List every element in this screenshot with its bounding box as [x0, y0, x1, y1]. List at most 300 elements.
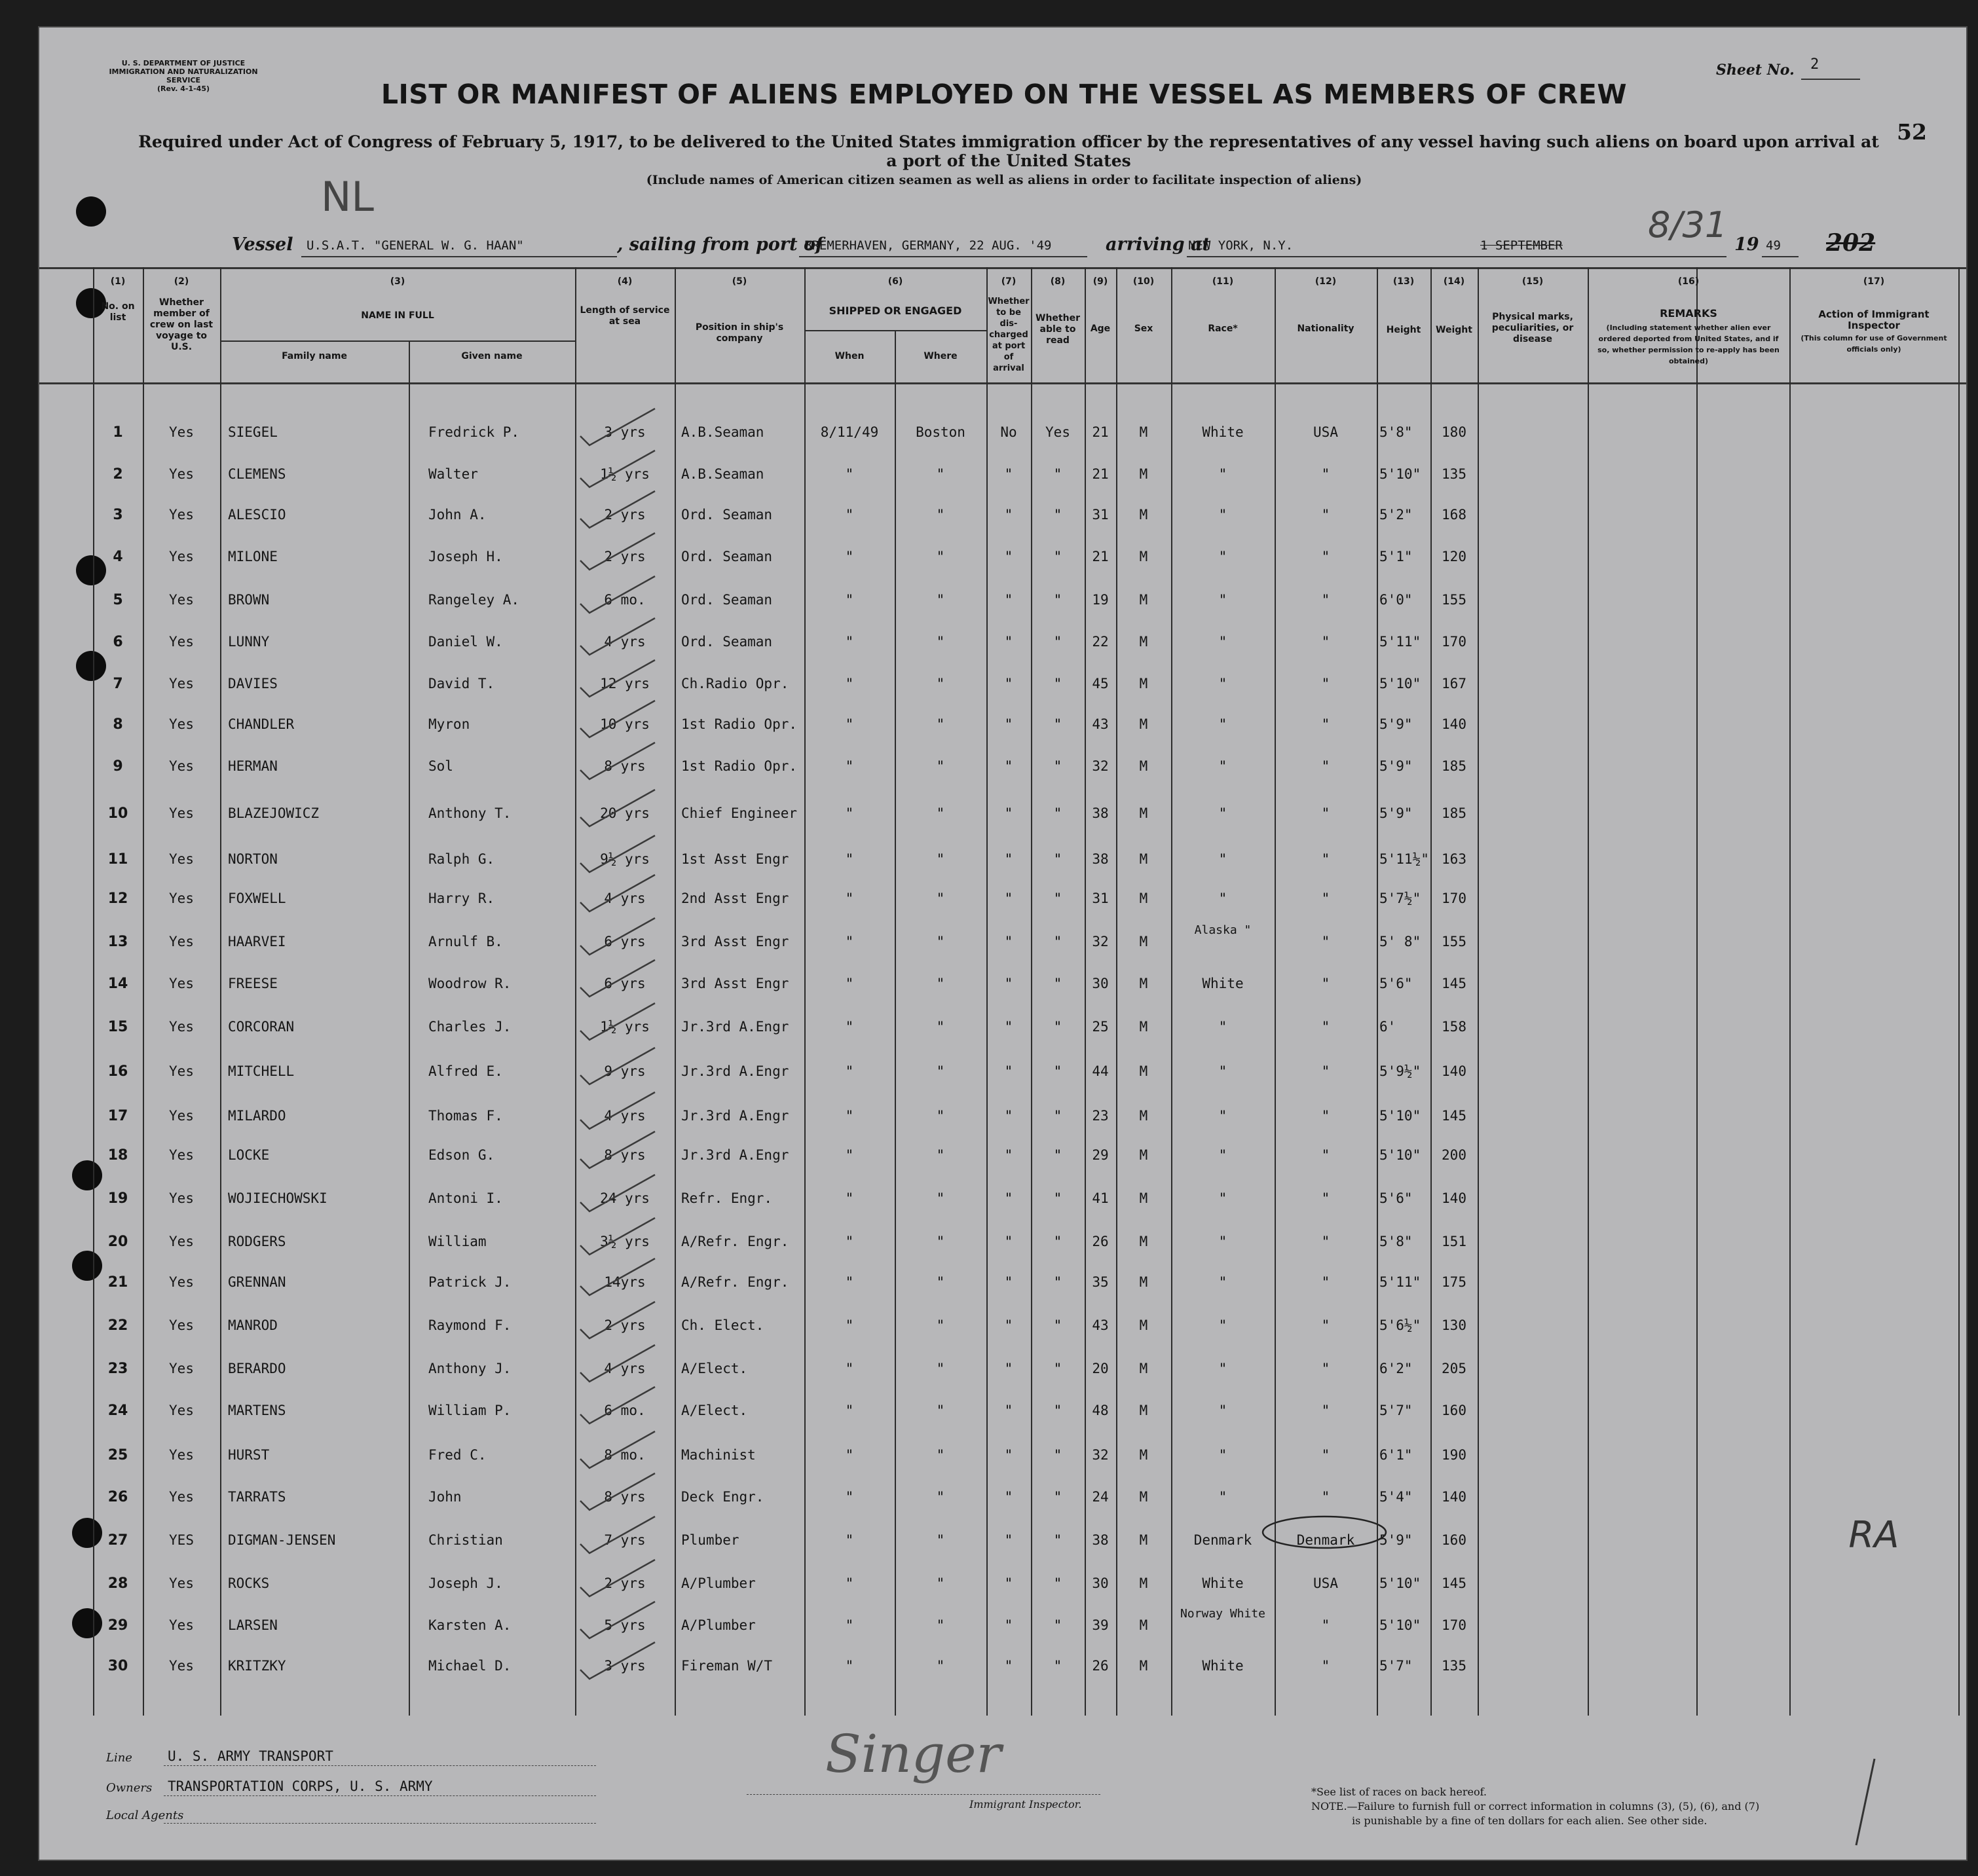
- cell-last: Yes: [169, 507, 194, 523]
- cell-read: ": [1053, 507, 1062, 523]
- cell-position: Refr. Engr.: [681, 1190, 773, 1206]
- cell-last: YES: [169, 1532, 194, 1548]
- cell-position: 1st Asst Engr: [681, 851, 789, 867]
- cell-race: ": [1218, 1447, 1227, 1463]
- cell-length: 20 yrs: [600, 805, 650, 821]
- cell-age: 39: [1092, 1617, 1109, 1633]
- cell-weight: 170: [1442, 891, 1466, 906]
- cell-when: ": [845, 805, 854, 821]
- cell-family: MILONE: [228, 549, 278, 564]
- cell-position: A/Elect.: [681, 1403, 748, 1418]
- cell-age: 38: [1092, 1532, 1109, 1548]
- cell-when: ": [845, 676, 854, 691]
- header-nationality: Nationality: [1297, 323, 1354, 334]
- cell-sex: M: [1139, 1403, 1148, 1418]
- cell-last: Yes: [169, 891, 194, 906]
- penalty-note-cont: is punishable by a fine of ten dollars for each alien. See other side.: [1352, 1814, 1707, 1827]
- cell-where: ": [936, 1532, 945, 1548]
- col-number-14: (14): [1443, 276, 1465, 287]
- cell-no: 28: [107, 1575, 128, 1592]
- cell-given: Karsten A.: [428, 1617, 512, 1633]
- check-mark-icon: [576, 1469, 662, 1515]
- cell-given: William P.: [428, 1403, 512, 1418]
- cell-where: ": [936, 1274, 945, 1290]
- cell-position: A/Refr. Engr.: [681, 1234, 789, 1249]
- cell-where: ": [936, 1403, 945, 1418]
- cell-race: ": [1218, 1403, 1227, 1418]
- cell-read: ": [1053, 1274, 1062, 1290]
- header-weight: Weight: [1436, 325, 1472, 335]
- cell-disch: ": [1004, 549, 1013, 564]
- cell-weight: 175: [1442, 1274, 1466, 1290]
- cell-disch: ": [1004, 634, 1013, 650]
- cell-given: Thomas F.: [428, 1108, 503, 1124]
- cell-when: ": [845, 1532, 854, 1548]
- header-race: Race*: [1208, 323, 1238, 334]
- check-mark-icon: [576, 614, 662, 660]
- table-row: [39, 1306, 1968, 1348]
- cell-no: 19: [107, 1190, 128, 1207]
- cell-nat: ": [1321, 1234, 1330, 1249]
- table-row: [39, 794, 1968, 836]
- cell-position: A/Plumber: [681, 1575, 756, 1591]
- cell-read: ": [1053, 1575, 1062, 1591]
- cell-position: Machinist: [681, 1447, 756, 1463]
- cell-nat: ": [1321, 1489, 1330, 1505]
- cell-nat: ": [1321, 716, 1330, 732]
- cell-weight: 168: [1442, 507, 1466, 523]
- cell-where: ": [936, 1575, 945, 1591]
- cell-race: ": [1218, 891, 1227, 906]
- cell-read: ": [1053, 1190, 1062, 1206]
- cell-no: 24: [107, 1403, 128, 1419]
- cell-length: 6 yrs: [604, 934, 646, 949]
- cell-last: Yes: [169, 466, 194, 482]
- year-prefix: 19: [1734, 234, 1759, 255]
- table-row: [39, 1514, 1968, 1562]
- cell-nat: ": [1321, 851, 1330, 867]
- col-number-11: (11): [1212, 276, 1234, 287]
- cell-given: Walter: [428, 466, 478, 482]
- cell-nat: ": [1321, 758, 1330, 774]
- cell-disch: ": [1004, 1190, 1013, 1206]
- cell-given: Anthony T.: [428, 805, 512, 821]
- header-subdivider: [220, 340, 575, 342]
- cell-position: Chief Engineer: [681, 805, 798, 821]
- cell-disch: ": [1004, 507, 1013, 523]
- cell-race: ": [1218, 1019, 1227, 1035]
- cell-when: ": [845, 1019, 854, 1035]
- line-value: U. S. ARMY TRANSPORT: [168, 1748, 333, 1764]
- cell-sex: M: [1139, 424, 1148, 440]
- cell-where: ": [936, 1617, 945, 1633]
- cell-where: Boston: [916, 424, 965, 440]
- cell-last: Yes: [169, 1063, 194, 1079]
- cell-where: ": [936, 634, 945, 650]
- cell-read: ": [1053, 1019, 1062, 1035]
- cell-nat: ": [1321, 891, 1330, 906]
- cell-height: 5'9½": [1379, 1063, 1421, 1079]
- cell-height: 5'2": [1379, 507, 1413, 523]
- cell-where: ": [936, 1108, 945, 1124]
- cell-disch: ": [1004, 716, 1013, 732]
- cell-disch: ": [1004, 1489, 1013, 1505]
- cell-no: 12: [107, 891, 128, 907]
- table-row: [39, 537, 1968, 579]
- cell-given: John: [428, 1489, 462, 1505]
- cell-sex: M: [1139, 1361, 1148, 1376]
- check-mark-icon: [576, 656, 662, 702]
- cell-length: 12 yrs: [600, 676, 650, 691]
- cell-where: ": [936, 1361, 945, 1376]
- cell-sex: M: [1139, 592, 1148, 608]
- header-shipped-or-engaged: SHIPPED OR ENGAGED: [829, 304, 962, 317]
- line-label: Line: [106, 1751, 132, 1765]
- crew-table: [39, 267, 1968, 1716]
- cell-height: 5'7½": [1379, 891, 1421, 906]
- cell-weight: 140: [1442, 716, 1466, 732]
- cell-no: 14: [107, 976, 128, 992]
- cell-position: Ord. Seaman: [681, 507, 773, 523]
- cell-no: 3: [113, 507, 123, 523]
- cell-no: 30: [107, 1658, 128, 1674]
- cell-length: 1½ yrs: [600, 466, 650, 482]
- cell-read: ": [1053, 934, 1062, 949]
- check-mark-icon: [576, 1556, 662, 1602]
- cell-read: ": [1053, 805, 1062, 821]
- cell-where: ": [936, 592, 945, 608]
- header-able-to-read: Whether able to read: [1036, 313, 1080, 346]
- cell-disch: ": [1004, 1447, 1013, 1463]
- table-top-border: [39, 267, 1968, 269]
- cell-no: 8: [113, 716, 123, 733]
- cell-disch: ": [1004, 805, 1013, 821]
- cell-weight: 180: [1442, 424, 1466, 440]
- cell-last: Yes: [169, 1575, 194, 1591]
- cell-position: Deck Engr.: [681, 1489, 764, 1505]
- cell-nat: ": [1321, 1617, 1330, 1633]
- col-number-15: (15): [1521, 276, 1544, 287]
- cell-read: ": [1053, 1108, 1062, 1124]
- cell-family: ALESCIO: [228, 507, 286, 523]
- cell-family: RODGERS: [228, 1234, 286, 1249]
- cell-when: ": [845, 1274, 854, 1290]
- cell-family: CHANDLER: [228, 716, 295, 732]
- cell-length: 2 yrs: [604, 507, 646, 523]
- cell-height: 5'9": [1379, 758, 1413, 774]
- cell-sex: M: [1139, 507, 1148, 523]
- cell-nat: ": [1321, 676, 1330, 691]
- cell-length: 9 yrs: [604, 1063, 646, 1079]
- cell-age: 21: [1092, 466, 1109, 482]
- date-underline: [1478, 256, 1726, 257]
- header-action-note: (This column for use of Government officials only): [1801, 334, 1947, 354]
- cell-height: 5'9": [1379, 805, 1413, 821]
- signature-line: [747, 1794, 1100, 1795]
- cell-race: ": [1218, 805, 1227, 821]
- header-remarks: REMARKS: [1660, 307, 1717, 320]
- cell-family: MANROD: [228, 1317, 278, 1333]
- cell-disch: ": [1004, 1147, 1013, 1163]
- cell-nat: ": [1321, 1317, 1330, 1333]
- year-value: 49: [1766, 238, 1781, 253]
- cell-no: 1: [113, 424, 123, 441]
- cell-when: ": [845, 851, 854, 867]
- col-number-16: (16): [1677, 276, 1700, 287]
- table-header-border: [39, 382, 1968, 384]
- cell-height: 6': [1379, 1019, 1396, 1035]
- cell-position: A.B.Seaman: [681, 466, 764, 482]
- cell-nat: ": [1321, 1108, 1330, 1124]
- cell-read: ": [1053, 1063, 1062, 1079]
- cell-where: ": [936, 805, 945, 821]
- cell-height: 5'10": [1379, 466, 1421, 482]
- cell-when: ": [845, 891, 854, 906]
- cell-weight: 160: [1442, 1403, 1466, 1418]
- cell-given: Rangeley A.: [428, 592, 520, 608]
- cell-disch: ": [1004, 466, 1013, 482]
- check-mark-icon: [576, 487, 662, 533]
- cell-disch: ": [1004, 891, 1013, 906]
- arrival-date: 1 SEPTEMBER: [1480, 238, 1563, 253]
- header-where: Where: [924, 351, 958, 361]
- cell-no: 2: [113, 466, 123, 483]
- cell-family: HURST: [228, 1447, 270, 1463]
- cell-race: ": [1218, 1108, 1227, 1124]
- cell-weight: 145: [1442, 976, 1466, 991]
- arriving-label: arriving at: [1106, 234, 1211, 255]
- cell-where: ": [936, 851, 945, 867]
- cell-no: 16: [107, 1063, 128, 1080]
- cell-height: 5'1": [1379, 549, 1413, 564]
- cell-when: ": [845, 1317, 854, 1333]
- cell-family: HAARVEI: [228, 934, 286, 949]
- header-family-name: Family name: [282, 351, 347, 361]
- cell-given: William: [428, 1234, 487, 1249]
- cell-sex: M: [1139, 805, 1148, 821]
- table-row: [39, 922, 1968, 964]
- cell-race: ": [1218, 676, 1227, 691]
- cell-sex: M: [1139, 851, 1148, 867]
- cell-disch: ": [1004, 676, 1013, 691]
- cell-length: 4 yrs: [604, 634, 646, 650]
- handwritten-date: 8/31: [1648, 204, 1728, 246]
- owners-value: TRANSPORTATION CORPS, U. S. ARMY: [168, 1778, 433, 1794]
- cell-height: 5'11": [1379, 1274, 1421, 1290]
- cell-where: ": [936, 1658, 945, 1674]
- sheet-number-label: Sheet No.: [1716, 62, 1795, 79]
- cell-height: 5'7": [1379, 1658, 1413, 1674]
- cell-weight: 190: [1442, 1447, 1466, 1463]
- cell-where: ": [936, 1019, 945, 1035]
- cell-height: 5'10": [1379, 1575, 1421, 1591]
- vessel-label: Vessel: [232, 234, 293, 255]
- cell-position: Ch.Radio Opr.: [681, 676, 789, 691]
- cell-weight: 151: [1442, 1234, 1466, 1249]
- col-number-10: (10): [1132, 276, 1155, 287]
- cell-family: LUNNY: [228, 634, 270, 650]
- cell-given: Fredrick P.: [428, 424, 520, 440]
- struck-number: 202: [1826, 229, 1876, 257]
- cell-weight: 163: [1442, 851, 1466, 867]
- cell-disch: ": [1004, 934, 1013, 949]
- header-last-voyage: Whether member of crew on last voyage to U.S.: [149, 297, 214, 352]
- cell-given: Fred C.: [428, 1447, 487, 1463]
- cell-position: Ch. Elect.: [681, 1317, 764, 1333]
- cell-where: ": [936, 976, 945, 991]
- cell-length: 8 yrs: [604, 1147, 646, 1163]
- check-mark-icon: [576, 1128, 662, 1173]
- cell-given: Alfred E.: [428, 1063, 503, 1079]
- cell-no: 29: [107, 1617, 128, 1634]
- cell-weight: 185: [1442, 805, 1466, 821]
- cell-read: ": [1053, 1317, 1062, 1333]
- table-row: [39, 964, 1968, 1006]
- table-row: [39, 1096, 1968, 1138]
- cell-where: ": [936, 507, 945, 523]
- cell-weight: 200: [1442, 1147, 1466, 1163]
- punch-hole: [76, 196, 106, 227]
- table-row: [39, 1349, 1968, 1391]
- cell-last: Yes: [169, 1147, 194, 1163]
- sheet-number-value: 2: [1810, 56, 1819, 73]
- cell-no: 4: [113, 549, 123, 565]
- cell-sex: M: [1139, 1617, 1148, 1633]
- footer: [39, 1717, 1968, 1861]
- cell-given: Joseph H.: [428, 549, 503, 564]
- cell-height: 5'10": [1379, 676, 1421, 691]
- cell-weight: 140: [1442, 1063, 1466, 1079]
- cell-length: 24 yrs: [600, 1190, 650, 1206]
- cell-height: 6'1": [1379, 1447, 1413, 1463]
- cell-given: David T.: [428, 676, 495, 691]
- check-mark-icon: [576, 1638, 662, 1684]
- cell-last: Yes: [169, 1447, 194, 1463]
- cell-where: ": [936, 1063, 945, 1079]
- header-action: Action of Immigrant Inspector: [1818, 308, 1930, 331]
- cell-last: Yes: [169, 1190, 194, 1206]
- cell-read: ": [1053, 1658, 1062, 1674]
- cell-sex: M: [1139, 1447, 1148, 1463]
- col-number-2: (2): [174, 276, 189, 287]
- cell-given: Michael D.: [428, 1658, 512, 1674]
- cell-age: 31: [1092, 507, 1109, 523]
- cell-sex: M: [1139, 634, 1148, 650]
- agency-line: (Rev. 4-1-45): [157, 84, 210, 93]
- cell-nat: ": [1321, 805, 1330, 821]
- cell-when: ": [845, 507, 854, 523]
- cell-race: ": [1218, 1234, 1227, 1249]
- inspector-label: Immigrant Inspector.: [969, 1798, 1082, 1811]
- cell-weight: 170: [1442, 634, 1466, 650]
- cell-length: 2 yrs: [604, 1317, 646, 1333]
- cell-no: 13: [107, 934, 128, 950]
- cell-given: Joseph J.: [428, 1575, 503, 1591]
- cell-given: Charles J.: [428, 1019, 512, 1035]
- col-number-1: (1): [110, 276, 126, 287]
- cell-age: 22: [1092, 634, 1109, 650]
- cell-position: 1st Radio Opr.: [681, 716, 798, 732]
- cell-nat: USA: [1313, 1575, 1338, 1591]
- col-number-13: (13): [1392, 276, 1415, 287]
- cell-last: Yes: [169, 934, 194, 949]
- cell-read: ": [1053, 676, 1062, 691]
- cell-position: Jr.3rd A.Engr: [681, 1108, 789, 1124]
- cell-when: ": [845, 592, 854, 608]
- cell-age: 38: [1092, 805, 1109, 821]
- cell-family: HERMAN: [228, 758, 278, 774]
- cell-age: 23: [1092, 1108, 1109, 1124]
- cell-length: 7 yrs: [604, 1532, 646, 1548]
- cell-read: ": [1053, 1403, 1062, 1418]
- cell-height: 5' 8": [1379, 934, 1421, 949]
- cell-read: ": [1053, 1147, 1062, 1163]
- cell-age: 44: [1092, 1063, 1109, 1079]
- cell-disch: ": [1004, 1532, 1013, 1548]
- cell-length: 8 yrs: [604, 1489, 646, 1505]
- cell-given: Christian: [428, 1532, 503, 1548]
- cell-last: Yes: [169, 1317, 194, 1333]
- cell-weight: 155: [1442, 592, 1466, 608]
- cell-disch: ": [1004, 1575, 1013, 1591]
- cell-position: 3rd Asst Engr: [681, 934, 789, 949]
- cell-race: ": [1218, 851, 1227, 867]
- check-mark-icon: [576, 529, 662, 575]
- check-mark-icon: [576, 1427, 662, 1473]
- cell-when: ": [845, 1489, 854, 1505]
- cell-where: ": [936, 716, 945, 732]
- table-row: [39, 1435, 1968, 1477]
- table-row: [39, 1052, 1968, 1094]
- cell-position: Jr.3rd A.Engr: [681, 1147, 789, 1163]
- cell-race: ": [1218, 634, 1227, 650]
- cell-where: ": [936, 934, 945, 949]
- cell-disch: ": [1004, 976, 1013, 991]
- col-number-3: (3): [390, 276, 405, 287]
- cell-when: ": [845, 1617, 854, 1633]
- cell-position: A.B.Seaman: [681, 424, 764, 440]
- cell-sex: M: [1139, 1147, 1148, 1163]
- cell-race: ": [1218, 466, 1227, 482]
- cell-sex: M: [1139, 549, 1148, 564]
- cell-disch: ": [1004, 1274, 1013, 1290]
- cell-read: ": [1053, 851, 1062, 867]
- cell-when: ": [845, 466, 854, 482]
- table-row: [39, 1606, 1968, 1647]
- cell-when: ": [845, 1234, 854, 1249]
- cell-length: 2 yrs: [604, 549, 646, 564]
- cell-race: ": [1218, 758, 1227, 774]
- cell-nat: ": [1321, 1658, 1330, 1674]
- cell-age: 32: [1092, 758, 1109, 774]
- cell-family: WOJIECHOWSKI: [228, 1190, 327, 1206]
- header-given-name: Given name: [461, 351, 523, 361]
- cell-length: 5 yrs: [604, 1617, 646, 1633]
- cell-length: 14yrs: [604, 1274, 646, 1290]
- cell-height: 5'11½": [1379, 851, 1429, 867]
- header-discharged: Whether to be dis-charged at port of arrival: [988, 297, 1030, 373]
- cell-given: Daniel W.: [428, 634, 503, 650]
- cell-race: ": [1218, 716, 1227, 732]
- table-row: [39, 839, 1968, 881]
- cell-no: 11: [107, 851, 128, 868]
- cell-race: White: [1202, 424, 1244, 440]
- cell-last: Yes: [169, 805, 194, 821]
- cell-age: 19: [1092, 592, 1109, 608]
- cell-given: John A.: [428, 507, 487, 523]
- cell-height: 5'6": [1379, 1190, 1413, 1206]
- cell-sex: M: [1139, 1019, 1148, 1035]
